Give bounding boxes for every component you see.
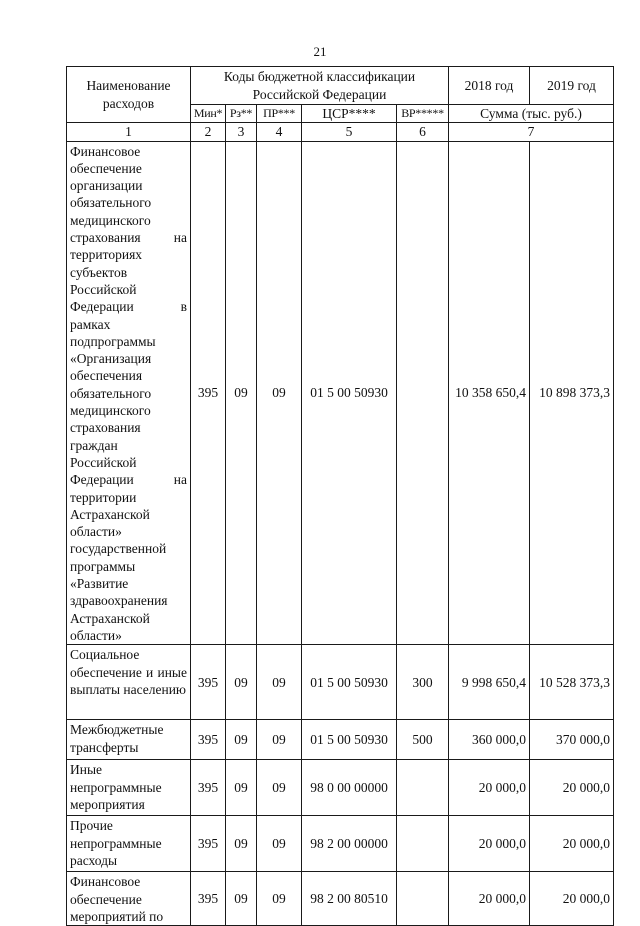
column-number-row (67, 123, 614, 141)
row-sum-2019: 20 000,0 (530, 760, 614, 816)
row-rz: 09 (226, 816, 257, 872)
row-rz: 09 (226, 141, 257, 645)
row-min: 395 (191, 872, 226, 926)
row-csr: 98 0 00 00000 (302, 760, 397, 816)
row-min: 395 (191, 141, 226, 645)
table-row (67, 720, 614, 760)
row-sum-2019: 10 898 373,3 (530, 141, 614, 645)
row-rz: 09 (226, 872, 257, 926)
header-min: Мин* (191, 105, 226, 123)
budget-table (66, 66, 614, 926)
row-name: Социальное обеспечение и иные выплаты населению (67, 645, 191, 720)
row-sum-2018: 9 998 650,4 (449, 645, 530, 720)
row-vr (397, 816, 449, 872)
row-min: 395 (191, 720, 226, 760)
row-name-text: Финансовое обеспечение мероприятий по (70, 874, 164, 924)
row-sum-2019: 370 000,0 (530, 720, 614, 760)
row-name: Прочие непрограммные расходы (67, 816, 191, 872)
row-name: Межбюджетные трансферты (67, 720, 191, 760)
table-row (67, 872, 614, 926)
row-min: 395 (191, 760, 226, 816)
header-sum: Сумма (тыс. руб.) (449, 105, 614, 123)
row-sum-2018: 10 358 650,4 (449, 141, 530, 645)
column-number: 3 (226, 123, 257, 141)
row-name: Финансовое обеспечение организации обязательного медицинского страхования на территориях субъектов Российской Федерации в рамках подпрограммы «Организация обеспечения обязательного медицинского страхования граждан Российской Федерации на территории Астраханской области» государственной программы «Развитие здравоохранения Астраханской области» (67, 141, 191, 645)
row-rz: 09 (226, 645, 257, 720)
header-pr: ПР*** (257, 105, 302, 123)
row-csr: 01 5 00 50930 (302, 645, 397, 720)
header-year-2019: 2019 год (530, 67, 614, 105)
row-csr: 01 5 00 50930 (302, 720, 397, 760)
row-pr: 09 (257, 872, 302, 926)
row-csr: 98 2 00 00000 (302, 816, 397, 872)
row-pr: 09 (257, 816, 302, 872)
table-row (67, 760, 614, 816)
column-number: 5 (302, 123, 397, 141)
header-vr: ВР***** (397, 105, 449, 123)
column-number: 6 (397, 123, 449, 141)
row-vr (397, 760, 449, 816)
header-rz: Рз** (226, 105, 257, 123)
header-csr: ЦСР**** (302, 105, 397, 123)
row-pr: 09 (257, 645, 302, 720)
header-codes-group: Коды бюджетной классификации Российской Федерации (191, 67, 449, 105)
row-vr (397, 141, 449, 645)
row-pr: 09 (257, 760, 302, 816)
row-rz: 09 (226, 760, 257, 816)
row-csr: 98 2 00 80510 (302, 872, 397, 926)
row-sum-2019: 20 000,0 (530, 872, 614, 926)
row-sum-2018: 20 000,0 (449, 816, 530, 872)
row-sum-2019: 10 528 373,3 (530, 645, 614, 720)
row-vr: 300 (397, 645, 449, 720)
row-sum-2018: 20 000,0 (449, 760, 530, 816)
column-number: 7 (449, 123, 614, 141)
column-number: 1 (67, 123, 191, 141)
column-number: 4 (257, 123, 302, 141)
row-sum-2018: 20 000,0 (449, 872, 530, 926)
row-pr: 09 (257, 141, 302, 645)
header-year-2018: 2018 год (449, 67, 530, 105)
row-vr: 500 (397, 720, 449, 760)
row-name (67, 872, 191, 926)
column-number: 2 (191, 123, 226, 141)
row-sum-2019: 20 000,0 (530, 816, 614, 872)
row-name: Иные непрограммные мероприятия (67, 760, 191, 816)
row-sum-2018: 360 000,0 (449, 720, 530, 760)
header-row-1 (67, 67, 614, 105)
row-pr: 09 (257, 720, 302, 760)
row-min: 395 (191, 816, 226, 872)
row-rz: 09 (226, 720, 257, 760)
table-row (67, 645, 614, 720)
header-name: Наименование расходов (67, 67, 191, 123)
row-csr: 01 5 00 50930 (302, 141, 397, 645)
table-row (67, 141, 614, 645)
table-row (67, 816, 614, 872)
page-number: 21 (313, 44, 327, 59)
row-vr (397, 872, 449, 926)
row-min: 395 (191, 645, 226, 720)
